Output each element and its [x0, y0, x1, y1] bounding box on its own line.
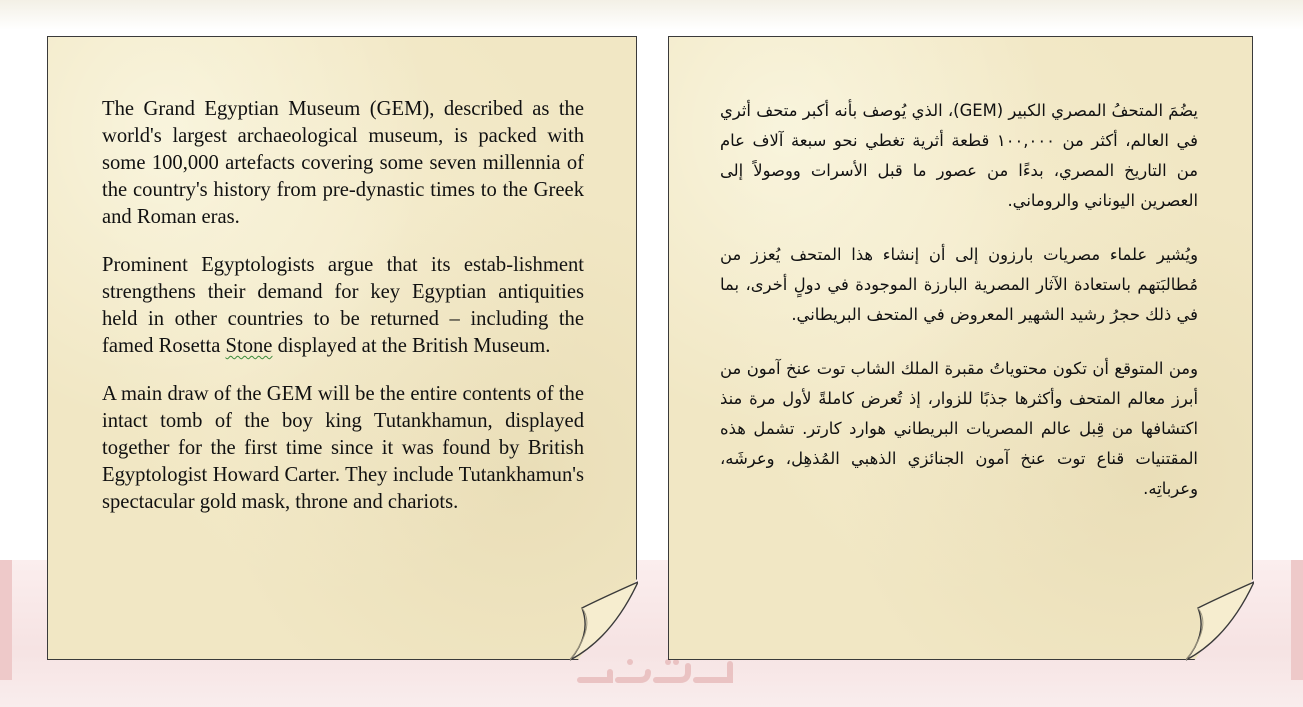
- background-bar-left: [0, 560, 12, 680]
- arabic-paragraph-1: يضُمَ المتحفُ المصري الكبير (GEM)، الذي يُوصف بأنه أكبر متحف أثري في العالم، أكثر من ١٠٠,٠٠٠ قطعة أثرية تغطي نحو سبعة آلاف عام من التاريخ المصري، بدءًا من عصور ما قبل الأسرات ووصولاً إلى العصرين اليوناني والروماني.: [720, 101, 1198, 210]
- english-paragraph-2-tail: displayed at the British Museum.: [272, 335, 551, 357]
- arabic-paragraph-2: ويُشير علماء مصريات بارزون إلى أن إنشاء هذا المتحف يُعزز من مُطالبَتهم باستعادة الآثار المصرية البارزة الموجودة في دولٍ أخرى، بما في ذلك حجرُ رشيد الشهير المعروض في المتحف البريطاني.: [720, 245, 1198, 324]
- background-bar-right: [1291, 560, 1303, 680]
- english-text: [102, 96, 584, 537]
- english-paragraph-2: [102, 252, 584, 360]
- spellcheck-flagged-word[interactable]: Stone: [225, 335, 273, 357]
- page-curl-left: [562, 578, 638, 662]
- page-curl-right: [1178, 578, 1254, 662]
- arabic-paragraph-3: ومن المتوقع أن تكون محتوياتُ مقبرة الملك الشاب توت عنخ آمون من أبرز معالم المتحف وأكثرها جذبًا للزوار، إذ تُعرض كاملةً لأول مرة منذ اكتشافها من قِبل عالم المصريات البريطاني هوارد كارتر. تشمل هذه المقتنيات قناع توت عنخ آمون الجنائزي الذهبي المُذهِل، وعرشَه، وعرباتِه.: [720, 359, 1198, 498]
- english-paragraph-2-text: Prominent Egyptologists argue that its estab-lishment strengthens their demand for key Egyptian antiquities held in other countries to be returned – including the famed Rosetta: [102, 254, 584, 357]
- background-top: [0, 0, 1303, 30]
- english-paragraph-3: A main draw of the GEM will be the entire contents of the intact tomb of the boy king Tutankhamun, displayed together for the first time since it was found by British Egyptologist Howard Carter. They include Tutankhamun's spectacular gold mask, throne and chariots.: [102, 383, 584, 513]
- english-paragraph-1: The Grand Egyptian Museum (GEM), described as the world's largest archaeological museum, is packed with some 100,000 artefacts covering some seven millennia of the country's history from pre-dynastic times to the Greek and Roman eras.: [102, 98, 584, 228]
- arabic-text: [720, 96, 1198, 528]
